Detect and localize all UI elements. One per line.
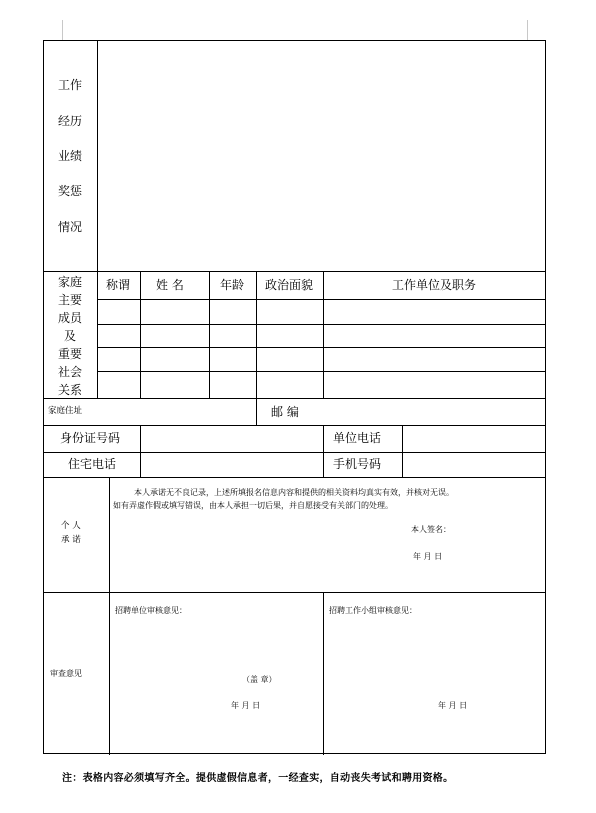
- crop-mark-left: [62, 20, 63, 40]
- family-label-line: 成员: [58, 311, 83, 325]
- family-label-line: 家庭: [58, 275, 83, 289]
- row-line: [97, 299, 546, 300]
- unit-opinion-field[interactable]: [110, 593, 323, 754]
- postcode-field[interactable]: [324, 399, 546, 425]
- mobile-label: 手机号码: [333, 457, 382, 471]
- header-employer-position: 工作单位及职务: [392, 278, 477, 292]
- work-phone-label: 单位电话: [333, 431, 382, 445]
- family-label-line: 社会: [58, 365, 83, 379]
- pledge-text-line2: 如有弄虚作假或填写错误，由本人承担一切后果，并自愿接受有关部门的处理。: [113, 501, 393, 510]
- footer-note: 注：表格内容必须填写齐全。提供虚假信息者，一经查实，自动丧失考试和聘用资格。: [62, 773, 454, 784]
- home-address-field[interactable]: [98, 399, 255, 425]
- work-content-field[interactable]: [98, 41, 546, 271]
- col-line: [256, 271, 257, 425]
- work-label-line: 业绩: [58, 149, 83, 163]
- postcode-label: 邮 编: [271, 405, 299, 419]
- col-line: [323, 271, 324, 398]
- group-review-date: 年 月 日: [438, 701, 468, 710]
- group-opinion-field[interactable]: [324, 593, 546, 754]
- pledge-label-line2: 承 诺: [61, 535, 81, 545]
- col-line: [209, 271, 210, 398]
- work-label-line: 经历: [58, 114, 83, 128]
- header-political-status: 政治面貌: [265, 278, 314, 292]
- family-label-line: 主要: [58, 293, 83, 307]
- mobile-field[interactable]: [403, 453, 546, 477]
- family-label-line: 及: [64, 329, 77, 343]
- family-label-line: 重要: [58, 347, 83, 361]
- pledge-text-line1: 本人承诺无不良记录，上述所填报名信息内容和提供的相关资料均真实有效，并核对无误。: [134, 488, 454, 497]
- crop-mark-right: [527, 20, 528, 40]
- header-age: 年龄: [220, 278, 245, 292]
- col-line: [323, 425, 324, 477]
- home-phone-label: 住宅电话: [68, 457, 117, 471]
- pledge-date: 年 月 日: [413, 552, 443, 561]
- home-phone-field[interactable]: [141, 453, 323, 477]
- row-line: [97, 324, 546, 325]
- signature-label: 本人签名：: [411, 525, 451, 534]
- registration-table: [43, 40, 546, 754]
- work-label-line: 奖惩: [58, 184, 83, 198]
- family-label-line: 关系: [58, 383, 83, 397]
- seal-label: （盖 章）: [242, 675, 277, 684]
- unit-opinion-label: 招聘单位审核意见：: [115, 606, 187, 615]
- col-line: [140, 271, 141, 398]
- row-line: [44, 477, 546, 478]
- work-phone-field[interactable]: [403, 426, 546, 452]
- work-label-line: 情况: [58, 220, 83, 234]
- header-name: 姓 名: [156, 278, 184, 292]
- row-line: [97, 347, 546, 348]
- home-address-label: 家庭住址: [48, 406, 83, 416]
- header-relation: 称谓: [106, 278, 131, 292]
- work-label-line: 工作: [58, 78, 83, 92]
- unit-review-date: 年 月 日: [231, 701, 261, 710]
- row-line: [44, 271, 546, 272]
- pledge-label-line1: 个 人: [61, 521, 81, 531]
- review-label: 审查意见: [50, 669, 82, 678]
- group-opinion-label: 招聘工作小组审核意见：: [329, 606, 417, 615]
- id-number-field[interactable]: [141, 426, 323, 452]
- row-line: [97, 371, 546, 372]
- id-number-label: 身份证号码: [60, 431, 121, 445]
